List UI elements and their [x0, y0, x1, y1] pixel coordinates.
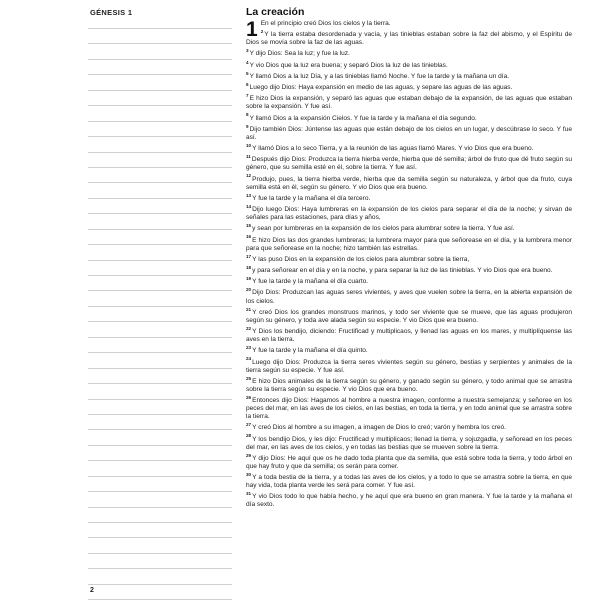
- note-line: [88, 275, 232, 276]
- verse-number: 2: [260, 29, 264, 35]
- note-line: [88, 337, 232, 338]
- verse: [246, 289, 572, 304]
- verse-number: 23: [246, 345, 252, 351]
- verse-text: Y fue la tarde y la mañana el día quinto.: [252, 347, 368, 355]
- verse-number: 17: [246, 253, 252, 259]
- verse: [246, 433, 572, 451]
- verse: [246, 192, 371, 202]
- verse: [246, 424, 506, 431]
- verse-text: Luego dijo Dios: Haya expansión en medio de las aguas, y separe las aguas de las aguas.: [249, 84, 513, 92]
- verse-number: 29: [246, 452, 252, 458]
- book-chapter-label: GÉNESIS 1: [90, 8, 133, 17]
- verse: [246, 50, 350, 57]
- verse-text: Y Dios los bendijo, diciendo: Fructificad y multiplicaos, y llenad las aguas en los mares, y multiplíquense las aves en la tierra.: [246, 328, 572, 344]
- verse-text: Y dijo Dios: Sea la luz; y fue la luz.: [249, 50, 350, 58]
- note-line: [88, 105, 232, 106]
- verse: [246, 59, 448, 69]
- verse-text: Y las puso Dios en la expansión de los cielos para alumbrar sobre la tierra,: [252, 255, 470, 263]
- verse-text: Y vio Dios que la luz era buena; y separó Dios la luz de las tinieblas.: [249, 61, 448, 69]
- verse: [246, 156, 572, 171]
- note-line: [88, 167, 232, 168]
- verse-text: Y los bendijo Dios, y les dijo: Fructificad y multiplicaos; llenad la tierra, y sojuzgadla, y señoread en los peces del mar, en las aves de los cielos, y en todas las bestias que se mueven sobre la tierra.: [246, 435, 572, 451]
- verse: [246, 278, 368, 285]
- verse: [246, 325, 572, 344]
- note-line: [88, 537, 232, 538]
- note-line: [88, 136, 232, 137]
- verse-number: 21: [246, 306, 252, 312]
- verse-number: 19: [246, 276, 252, 282]
- verse: [246, 253, 470, 263]
- verse: [261, 20, 391, 27]
- notes-column: [88, 8, 232, 590]
- verse-text: Dijo Dios: Produzcan las aguas seres vivientes, y aves que vuelen sobre la tierra, en la abierta expansión de los cielos.: [246, 289, 572, 305]
- note-line: [88, 213, 232, 214]
- verse-number: 11: [246, 154, 251, 160]
- note-line: [88, 121, 232, 122]
- note-line: [88, 43, 232, 44]
- verse: [246, 394, 572, 421]
- verse: [246, 306, 572, 324]
- verse: [246, 452, 572, 470]
- note-line: [88, 507, 232, 508]
- note-line: [88, 59, 232, 60]
- verse: [246, 95, 572, 110]
- verse: [246, 356, 572, 374]
- verse-text: Y creó Dios los grandes monstruos marinos, y todo ser viviente que se mueve, que las aguas produjeron según su género, y toda ave alada según su especie. Y vio Dios que era bueno.: [246, 308, 572, 324]
- note-line: [88, 399, 232, 400]
- verse-number: 24: [246, 356, 252, 362]
- verse: [246, 112, 477, 122]
- page-number: 2: [90, 587, 94, 594]
- note-line: [88, 445, 232, 446]
- scripture-column: [246, 6, 572, 594]
- verse-number: 18: [246, 264, 252, 270]
- note-line: [88, 152, 232, 153]
- verse-number: 3: [246, 48, 249, 54]
- verse-text: E hizo Dios la expansión, y separó las aguas que estaban debajo de la expansión, de las aguas que estaban sobre la expansión. Y fue así.: [246, 95, 572, 111]
- verse-number: 6: [246, 81, 249, 87]
- verse-number: 20: [246, 287, 252, 293]
- verse-text: E hizo Dios animales de la tierra según su género, y ganado según su género, y todo animal que se arrastra sobre la tierra según su especie. Y vio Dios que era bueno.: [246, 377, 572, 393]
- verse-number: 16: [246, 234, 252, 240]
- note-line: [88, 229, 232, 230]
- verse-number: 13: [246, 192, 252, 198]
- verse-text: Y dijo Dios: He aquí que os he dado toda planta que da semilla, que está sobre toda la tierra, y todo árbol en que hay fruto y que da semilla; os serán para comer.: [246, 454, 572, 470]
- note-lines: [88, 28, 232, 615]
- verse-text: Y la tierra estaba desordenada y vacía, y las tinieblas estaban sobre la faz del abismo, y el Espíritu de Dios se movía sobre la faz de las aguas.: [246, 31, 572, 47]
- note-line: [88, 352, 232, 353]
- verse-text: Y llamó Dios a lo seco Tierra, y a la reunión de las aguas llamó Mares. Y vio Dios que era bueno.: [252, 145, 534, 153]
- verse: [246, 70, 510, 80]
- note-line: [88, 90, 232, 91]
- verse-text: Y creó Dios al hombre a su imagen, a imagen de Dios lo creó; varón y hembra los creó.: [252, 424, 507, 432]
- verse: [246, 234, 572, 252]
- verse-number: 10: [246, 142, 252, 148]
- verse-number: 14: [246, 203, 252, 209]
- verse-text: Dijo luego Dios: Haya lumbreras en la expansión de los cielos para separar el día de la noche; y sirvan de señales para las estaciones, para días y años,: [246, 206, 572, 222]
- verse-text: Produjo, pues, la tierra hierba verde, hierba que da semilla según su naturaleza, y árbol que da fruto, cuya semilla está en él, según su género. Y vio Dios que era bueno.: [246, 175, 572, 191]
- verse: [246, 347, 368, 354]
- verse-number: 15: [246, 223, 252, 229]
- verse-text: Y a toda bestia de la tierra, y a todas las aves de los cielos, y a todo lo que se arrastra sobre la tierra, en que hay vida, toda planta verde les será para comer. Y fue así.: [246, 474, 572, 490]
- verse: [246, 264, 553, 275]
- verse: [246, 173, 572, 191]
- verse-number: 31: [246, 491, 252, 497]
- section-title: La creación: [246, 6, 305, 18]
- verse-text: Después dijo Dios: Produzca la tierra hierba verde, hierba que dé semilla; árbol de fruto que dé fruto según su género, que su semilla esté en él, sobre la tierra. Y fue así.: [246, 156, 572, 172]
- verse-text: y para señorear en el día y en la noche, y para separar la luz de las tinieblas. Y vio Dios que era bueno.: [252, 267, 553, 275]
- note-line: [88, 198, 232, 199]
- verse-number: 27: [246, 422, 252, 428]
- verse-text: Y llamó Dios a la luz Día, y a las tinieblas llamó Noche. Y fue la tarde y la mañana un día.: [249, 72, 510, 80]
- verse-number: 25: [246, 375, 252, 381]
- verse: [246, 123, 572, 141]
- verse-text: Entonces dijo Dios: Hagamos al hombre a nuestra imagen, conforme a nuestra semejanza; y señoree en los peces del mar, en las aves de los cielos, en las bestias, en toda la tierra, y en todo animal que se arrastra sobre la tierra.: [246, 397, 572, 421]
- note-line: [88, 584, 232, 585]
- note-line: [88, 522, 232, 523]
- verse-number: 7: [246, 93, 249, 99]
- verse-text: Y fue la tarde y la mañana el día cuarto.: [252, 278, 369, 286]
- verse-number: 22: [246, 325, 252, 331]
- note-line: [88, 28, 232, 29]
- verse-number: 8: [246, 112, 249, 118]
- verse-text: E hizo Dios las dos grandes lumbreras; la lumbrera mayor para que señorease en el día, y la lumbrera menor para que señorease en la noche; hizo también las estrellas.: [246, 236, 572, 252]
- verse-text: En el principio creó Dios los cielos y la tierra.: [260, 20, 391, 27]
- verse: [246, 375, 572, 393]
- verse-text: Y fue la tarde y la mañana el día tercero.: [252, 194, 371, 202]
- verse: [246, 493, 572, 508]
- verse-text: Y vio Dios todo lo que había hecho, y he aquí que era bueno en gran manera. Y fue la tarde y la mañana el día sexto.: [246, 493, 572, 509]
- verse-number: 5: [246, 70, 249, 76]
- note-line: [88, 244, 232, 245]
- verse-number: 9: [246, 123, 249, 129]
- note-line: [88, 260, 232, 261]
- verse-text: y sean por lumbreras en la expansión de los cielos para alumbrar sobre la tierra. Y fue así.: [252, 225, 515, 233]
- verse-block: [246, 20, 572, 509]
- verse: [246, 142, 534, 153]
- verse-number: 12: [246, 173, 252, 179]
- note-line: [88, 383, 232, 384]
- note-line: [88, 553, 232, 554]
- verse: [246, 225, 515, 232]
- verse-text: Dijo también Dios: Júntense las aguas que están debajo de los cielos en un lugar, y descúbrase lo seco. Y fue así.: [246, 125, 572, 141]
- verse-number: 28: [246, 433, 252, 439]
- note-line: [88, 368, 232, 369]
- note-line: [88, 476, 232, 477]
- note-line: [88, 290, 232, 291]
- verse: [246, 203, 572, 222]
- verse-text: Luego dijo Dios: Produzca la tierra seres vivientes según su género, bestias y serpientes y animales de la tierra según su especie. Y fue así.: [246, 358, 572, 374]
- verse-number: 26: [246, 394, 252, 400]
- note-line: [88, 321, 232, 322]
- note-line: [88, 414, 232, 415]
- verse: [246, 81, 513, 92]
- note-line: [88, 491, 232, 492]
- chapter-number: 1: [246, 18, 258, 41]
- note-line: [88, 306, 232, 307]
- note-line: [88, 460, 232, 461]
- verse-text: Y llamó Dios a la expansión Cielos. Y fue la tarde y la mañana el día segundo.: [249, 114, 477, 122]
- verse-number: 4: [246, 59, 249, 65]
- verse: [246, 471, 572, 490]
- note-line: [88, 568, 232, 569]
- note-line: [88, 182, 232, 183]
- verse: [246, 31, 572, 46]
- verse-number: 30: [246, 471, 252, 477]
- note-line: [88, 74, 232, 75]
- note-line: [88, 429, 232, 430]
